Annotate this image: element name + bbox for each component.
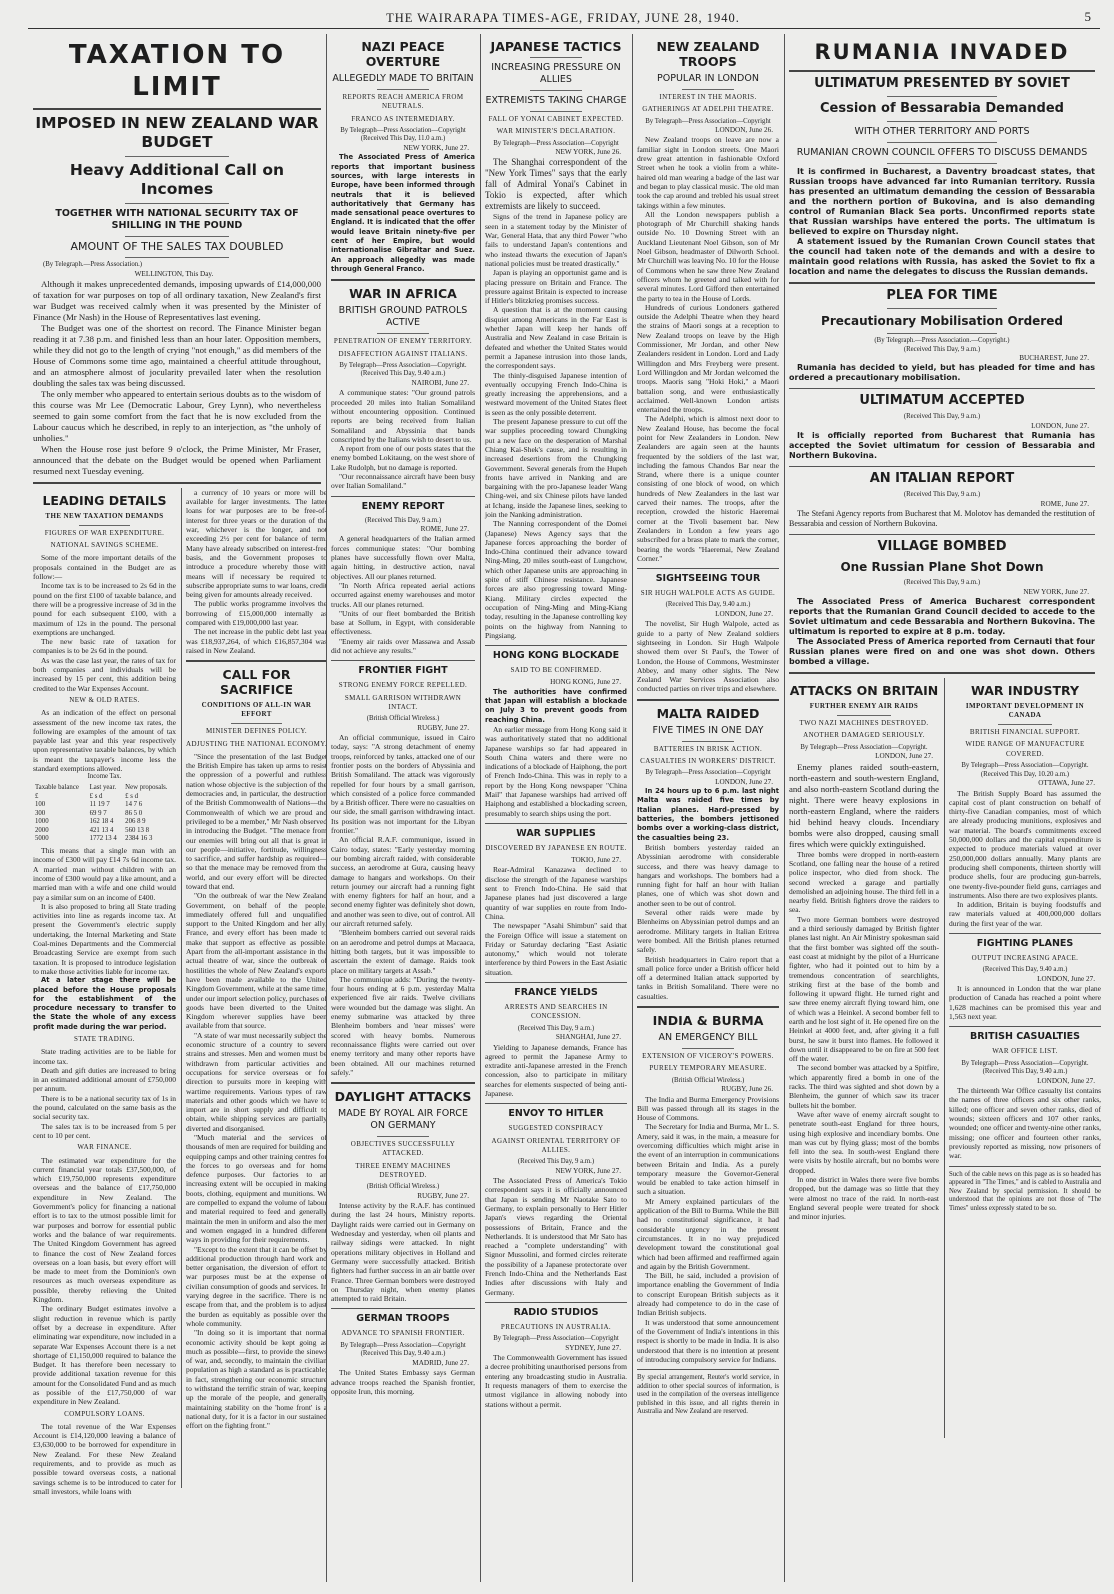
dateline-attacks: LONDON, June 27. <box>875 752 933 761</box>
credit-planes: (Received This Day, 9.40 a.m.) <box>982 966 1068 974</box>
paragraph: Japan is playing an opportunist game and is placing pressure on Britain and France. The pressure against Britain is expected to increase if Hitler's blitzkrieg promises success. <box>485 268 627 306</box>
dateline-france: SHANGHAI, June 27. <box>555 1033 621 1042</box>
paragraph: The Bill, he said, included a provision of importance enabling the Government of India to conscript European British subjects as it already had competence to do in the case of Indian British subjects. <box>637 1271 779 1318</box>
credit-attacks: By Telegraph—Press Association—Copyright. <box>800 743 928 751</box>
table-unit: £ s d <box>89 792 103 800</box>
headline-daylight: DAYLIGHT ATTACKS <box>334 1089 472 1105</box>
dateline-frontier: RUGBY, June 27. <box>417 723 469 732</box>
table-unit: £ <box>35 792 39 800</box>
headline-village: VILLAGE BOMBED <box>877 539 1007 555</box>
paragraph: Three bombs were dropped in north-eastern Scotland, one falling near the house of a retired police inspector, who died from shock. The second wrecked a garage and partially demolished an adjoining house. The third fell in a nearby field. British fighters drove the raiders to sea. <box>789 849 939 915</box>
sub-malta-1: BATTERIES IN BRISK ACTION. <box>653 744 763 753</box>
deck-leading: THE NEW TAXATION DEMANDS <box>45 511 164 520</box>
paragraph: In addition, Britain is buying foodstuffs and raw materials valued at 400,000,000 dollars during the first year of the war. <box>949 900 1101 928</box>
paragraph: Although it makes unprecedented demands, imposing upwards of £14,000,000 of taxation for war purposes on top of all ordinary taxation, New Zealand's first war Budget was received calmly when it was presented by the Minister of Finance (Mr Nash) in the House of Representatives last evening. <box>33 278 321 322</box>
paragraph: A report from one of our posts states that the enemy bombed Lokitaung, on the west shore of Lake Rudolph, but no damage is reported. <box>331 444 475 472</box>
headline-frontier: FRONTIER FIGHT <box>358 665 448 677</box>
table-cell: 421 13 4 <box>89 826 114 834</box>
table-cell: 86 5 0 <box>125 809 143 817</box>
headline-industry: WAR INDUSTRY <box>970 683 1080 699</box>
deck-japan-2: EXTREMISTS TAKING CHARGE <box>485 95 627 106</box>
paragraph: The Shanghai correspondent of the "New York Times" says that the early fall of Admiral Yonai's Cabinet in Tokio is expected, after which extremists are likely to succeed. <box>485 157 627 212</box>
paragraph: The new basic rate of taxation for companies is to be 2s 6d in the pound. <box>33 637 176 656</box>
paragraph: "On the outbreak of war the New Zealand Government, on behalf of the people, immediately offered full and unqualified support to the United Kingdom and her ally, France, and every effort has been made to make that support as effective as possible. Apart from the all-important assistance in the actual theatre of war, since the outbreak of hostilities the whole of New Zealand's exports have been made available to the United Kingdom Government, while at the same time, under our import selection policy, purchases of goods have been diverted to the United Kingdom wherever supplies have been available from that source. <box>186 891 327 1031</box>
credit-frontier: (British Official Wireless.) <box>366 715 440 723</box>
paragraph: The Commonwealth Government has issued a decree prohibiting unauthorised persons from entering any broadcasting studio in Australia. It requests managers of them to exercise the utmost vigilance in allowing nobody into stations without a permit. <box>485 1353 627 1409</box>
credit-france: (Received This Day, 9 a.m.) <box>517 1024 595 1032</box>
paragraph: "Enemy air raids over Massawa and Assab did not achieve any results." <box>331 636 475 656</box>
headline-africa: WAR IN AFRICA <box>349 286 457 302</box>
table-cell: 2384 16 3 <box>125 835 153 843</box>
column-3 <box>328 34 478 1582</box>
column-5 <box>634 34 782 1582</box>
credit-nazi: By Telegraph—Press Association—Copyright (Received This Day, 11.0 a.m.) <box>340 126 466 143</box>
dateline-envoy: NEW YORK, June 27. <box>555 1166 621 1175</box>
table-cell: 206 8 9 <box>125 818 146 826</box>
headline-attacks: ATTACKS ON BRITAIN <box>789 683 939 699</box>
paragraph: It is announced in London that the war plane production of Canada has reached a point where 1,628 machines can be promised this year and 1,563 next year. <box>949 984 1101 1022</box>
paragraph: The Associated Press of America reported from Cernauti that four Russian planes were fired on and one was shot down. Others bombed a village. <box>789 637 1095 667</box>
paragraph: A general headquarters of the Italian armed forces communique states: "Our bombing planes have successfully flown over Malta, again hitting, in destructive action, naval objectives. All our planes returned. <box>331 534 475 581</box>
table-cell: 1772 13 4 <box>89 835 117 843</box>
headline-taxation: TAXATION TO LIMIT <box>68 40 286 102</box>
paragraph: Mr Amery explained particulars of the application of the Bill to Burma. While the Bill had no constitutional significance, it had considerable urgency in the present circumstances. It in no way prejudiced development toward the constitutional goal which had been affirmed and reaffirmed again and again by the British Government. <box>637 1196 779 1271</box>
credit-plea: (By Telegraph.—Press Association.—Copyright.) <box>874 337 1010 344</box>
paragraph: The newspaper "Asahi Shimbun" said that the Foreign Office will issue a statement on Friday or Saturday declaring "East Asiatic autonomy," which would not tolerate interference by third Powers in the East Asiatic situation. <box>485 921 627 977</box>
paragraph: "In doing so it is important that normal economic activity should be kept going as much as possible—first, to provide the sinews of war, and, secondly, to maintain the civilian population as high a standard as is practicable; in fact, strengthening our economic structure to withstand the terrific strain of war, keeping up the morale of the people, and generally maintaining stability on the 'home front' is a national duty, for it is a factor in our sustained effort on the fighting front." <box>186 1328 327 1431</box>
credit-daylight: (British Official Wireless.) <box>366 1183 440 1191</box>
paragraph: British headquarters in Cairo report that a small police force under a British officer held off a determined Italian attack supported by tanks in British Somaliland. There were no casualties. <box>637 954 779 1001</box>
deck-sacrifice: CONDITIONS OF ALL-IN WAR EFFORT <box>201 701 312 719</box>
deck-envoy: SUGGESTED CONSPIRACY <box>508 1124 604 1133</box>
table-head: Taxable balance <box>35 783 79 791</box>
credit-envoy: (Received This Day, 9 a.m.) <box>517 1158 595 1166</box>
deck-taxation-3: TOGETHER WITH NATIONAL SECURITY TAX OF SHILLING IN THE POUND <box>55 208 299 231</box>
dateline-enemy: ROME, June 27. <box>420 525 469 534</box>
paragraph: a currency of 10 years or more will be available for larger investments. The latter loans for war purposes are to be free-of-interest for three years or the duration of the war, whichever is the longer, and not exceeding 2½ per cent for balance of term. Many have already subscribed on interest-free basis, and the Government proposes to introduce a procedure whereby those with means will if necessary be required to subscribe appropriate sums to war loans, credit being given for amounts already received. <box>186 487 328 600</box>
sub-industry-2: WIDE RANGE OF MANUFACTURE COVERED. <box>965 740 1085 758</box>
paragraph: The net increase in the public debt last year was £18,937,264, of which £16,857,304 was raised in New Zealand. <box>186 627 327 655</box>
deck-rumania-3: WITH OTHER TERRITORY AND PORTS <box>854 126 1030 137</box>
headline-italian: AN ITALIAN REPORT <box>869 471 1015 487</box>
paragraph: The public works programme involves the borrowing of £15,000,000 internally as compared with £19,000,000 last year. <box>186 599 327 628</box>
deck-german: ADVANCE TO SPANISH FRONTIER. <box>341 1329 465 1338</box>
table-unit: £ s d <box>125 792 139 800</box>
paragraph: The Budget was one of the shortest on record. The Finance Minister began reading it at 7.38 p.m. and finished less than an hour later. Opposition members, while they did not go to the length of crying "not enough," as did members of the House of Commons some time ago, maintained a cheerful attitude throughout, and an atmosphere almost of jocularity prevailed later when the resolution doubling the sales tax was being discussed. <box>33 322 321 388</box>
table-title: Income Tax. <box>87 773 122 781</box>
headline-india: INDIA & BURMA <box>652 1013 764 1029</box>
table-cell: 300 <box>35 809 46 817</box>
dateline-casualties: LONDON, June 27. <box>1037 1076 1095 1085</box>
headline-plea: PLEA FOR TIME <box>886 288 998 303</box>
table-cell: 162 18 4 <box>89 818 114 826</box>
sub-nz-1: INTEREST IN THE MAORIS. <box>659 93 757 101</box>
dateline-supplies: TOKIO, June 27. <box>571 856 621 865</box>
paragraph: An official communique, issued in Cairo today, says: "A strong detachment of enemy troops, reinforced by tanks, attacked one of our frontier posts on the borders of Abyssinia and British Somaliland. The attack was vigorously repelled for four hours by a small garrison, which consisted of a police force commanded by a British officer. There were no casualties on our side, the small garrison withdrawing intact. Its position was not important for the Libyan frontier." <box>331 733 475 836</box>
deck-rumania-2: Cession of Bessarabia Demanded <box>820 101 1064 116</box>
paragraph: The Secretary for India and Burma, Mr L. S. Amery, said it was, in the main, a measure for overcoming difficulties which might arise in the event of an interruption in communications between Britain and India. As a purely temporary measure the Governor-General would be enabled to take action himself in such a situation. <box>637 1122 779 1197</box>
table-cell: 1000 <box>35 818 49 826</box>
paragraph: The Nanning correspondent of the Domei (Japanese) News Agency says that the Japanese forces approaching the border of Indo-China continued their advance toward Ning-Ming, 20 miles south-east of Lungchow, which other Japanese units are approaching in spite of stiff Chinese resistance. Japanese forces are also progressing toward Ming-Kiang. Military circles expected the occupation of Ning-Ming and Ming-Kiang today, resulting in the Japanese controlling key points on the highway from Nanning to Pingsiang. <box>485 519 627 640</box>
headline-supplies: WAR SUPPLIES <box>516 827 596 839</box>
credit-village: (Received This Day, 9 a.m.) <box>903 579 981 587</box>
paragraph: Income tax is to be increased to 2s 6d in the pound on the first £100 of taxable balance, and there will be a progressive increase of 3d in the pound for each subsequent £100, with a maximum of 12s in the pound. The personal exemptions are unchanged. <box>33 581 176 637</box>
credit-malta: By Telegraph—Press Association—Copyright <box>645 769 771 777</box>
paragraph: At a later stage there will be placed before the House proposals for the establishment of the procedure necessary to transfer to the State the whole of any excess profit made during the war period. <box>33 976 176 1031</box>
headline-planes: FIGHTING PLANES <box>976 937 1074 949</box>
sub-malta-2: CASUALTIES IN WORKERS' DISTRICT. <box>640 757 776 765</box>
paragraph: The estimated war expenditure for the current financial year totals £37,500,000, of which £19,750,000 represents expenditure overseas and the balance of £17,750,000 expenditure in New Zealand. The Government's policy for financing a national effort is to tax to the utmost possible limit for war purposes and borrow for essential public works and the balance of war requirements. The United Kingdom Government has agreed to finance the cost of New Zealand forces overseas on a loan basis, but every effort will be made to meet from the Dominion's own resources as much overseas expenditure as possible, thereby relieving the United Kingdom. <box>33 1155 176 1305</box>
paragraph: Several other raids were made by Blenheims on Abyssinian petrol dumps and an aerodrome. Military targets in Italian Eritrea were bombed. All the British planes returned safely. <box>637 908 779 955</box>
table-row <box>33 810 176 819</box>
deck-africa: BRITISH GROUND PATROLS ACTIVE <box>338 305 468 329</box>
dateline-radio: SYDNEY, June 27. <box>565 1343 621 1352</box>
deck-rumania-1: ULTIMATUM PRESENTED BY SOVIET <box>814 76 1070 91</box>
deck-daylight: MADE BY ROYAL AIR FORCE ON GERMANY <box>338 1108 468 1132</box>
paragraph: When the House rose just before 9 o'clock, the Prime Minister, Mr Fraser, announced that the debate on the Budget would be opened when Parliament resumed next Tuesday evening. <box>33 443 321 476</box>
paragraph: This means that a single man with an income of £300 will pay £14 7s 6d income tax. A married man without children with an income of £300 would pay a like amount, and a married man with a wife and one child would pay a similar sum on an income of £400. <box>33 846 176 902</box>
paragraph: It is officially reported from Bucharest that Rumania has accepted the Soviet ultimatum for cession of Bessarabia and Northern Bukovina. <box>789 431 1095 461</box>
income-tax-table <box>33 784 176 844</box>
paragraph: As an indication of the effect on personal assessment of the new income tax rates, the following are examples of the amount of tax payable last year and this year respectively upon representative taxable balances, by which is meant the taxpayer's income less the standard exemptions allowed. <box>33 708 176 774</box>
paragraph: Some of the more important details of the proposals contained in the Budget are as follow:— <box>33 553 176 582</box>
deck-planes: OUTPUT INCREASING APACE. <box>971 953 1079 962</box>
masthead <box>30 4 1096 28</box>
sub-africa-2: DISAFFECTION AGAINST ITALIANS. <box>338 349 468 358</box>
rumania-block <box>786 34 1101 1582</box>
paragraph: Enemy planes raided south-eastern, north-eastern and south-western England, and also north-eastern Scotland during the night. There were heavy explosions in north-eastern England, where the raiders hid behind heavy clouds. Incendiary bombs were also dropped, causing small fires which were quickly extinguished. <box>789 761 939 849</box>
paragraph: An earlier message from Hong Kong said it was authoritatively stated that no additional Japanese warships so far had appeared in South China waters and there were no indications of a blockade of Haiphong, the port of French Indo-China. This was in reply to a report by the Hong Kong newspaper "China Mail" that Japanese warships had arrived off Haiphong and established a blockading screen, presumably to search ships using the port. <box>485 724 627 818</box>
deck-frontier: STRONG ENEMY FORCE REPELLED. <box>338 681 468 690</box>
sub-africa-1: PENETRATION OF ENEMY TERRITORY. <box>333 337 473 346</box>
paragraph: Two more German bombers were destroyed and a third seriously damaged by British fighter planes last night. An Air Ministry spokesman said that the first bomber was sighted off the south-east coast at midnight by the pilot of a Hurricane fighter, who had it pointed out to him by a tremendous concentration of searchlights, striking first at the base of the bomb and following it upward flight. He turned right and saw three enemy aircraft flying toward him, one of which was a Heinkel. A second bomber fell to earth and he lost sight of it. He opened fire on the Heinkel at 4000 feet, and, after giving it a full burst, he saw it burst into flames. He followed it down until it disappeared to be on fire at 500 feet off the water. <box>789 914 939 1064</box>
dateline-india: RUGBY, June 26. <box>721 1085 773 1094</box>
sub-leading-4: STATE TRADING. <box>74 1035 135 1043</box>
dateline-nazi: NEW YORK, June 27. <box>403 144 469 153</box>
credit-radio: By Telegraph—Press Association—Copyright <box>493 1335 619 1343</box>
paragraph: Intense activity by the R.A.F. has continued during the last 24 hours, Ministry reports. Daylight raids were carried out in Germany on Wednesday and yesterday, when oil plants and railway sidings were attacked. In night operations military objectives in Holland and Germany were successfully attacked. British fighters had further success in an air battle over France. Three German bombers were destroyed on Thursday night, when enemy planes attempted to raid Britain. <box>331 1201 475 1304</box>
headline-nazi: NAZI PEACE OVERTURE <box>361 39 445 69</box>
paragraph: Hundreds of curious Londoners gathered outside the Adelphi Theatre when they heard the strains of Maori songs at a reception to New Zealand troops on leave by the High Commissioner, Mr Jordan, and other New Zealanders resident in London. Lord and Lady Willingdon and Mrs Freyberg were present. Lord Willingdon and Mr Jordan welcomed the troops. Maoris sang "Hoki Hoki," a Maori battalion song, and were enthusiastically acclaimed. Well-known London artists entertained the troops. <box>637 302 779 415</box>
headline-nz-troops: NEW ZEALAND TROOPS <box>656 39 760 69</box>
headline-german: GERMAN TROOPS <box>356 1313 450 1325</box>
deck-japan: INCREASING PRESSURE ON ALLIES <box>491 62 621 85</box>
sub-nazi-1: REPORTS REACH AMERICA FROM NEUTRALS. <box>342 93 464 111</box>
paragraph: "Our reconnaissance aircraft have been busy over Italian Somaliland." <box>331 471 475 491</box>
table-cell: 11 19 7 <box>89 801 110 809</box>
paragraph: In 24 hours up to 6 p.m. last night Malta was raided five times by Italian planes. Hard-pressed by batteries, the bombers jettisoned bombs over a working-class district, the casualties being 23. <box>637 787 779 842</box>
credit-industry: By Telegraph—Press Association—Copyright. (Received This Day, 10.20 a.m.) <box>961 762 1089 778</box>
paragraph: The United States Embassy says German advance troops reached the Spanish frontier, opposite Irun, this morning. <box>331 1368 475 1396</box>
credit-accepted: (Received This Day, 9 a.m.) <box>903 413 981 421</box>
sub-leading-5: WAR FINANCE. <box>77 1143 132 1152</box>
paragraph: It was understood that some announcement of the Government of India's intentions in this respect is shortly to be made in India. It is also understood that there is no intention at present of introducing compulsory service for Indians. <box>637 1317 779 1364</box>
war-industry <box>947 678 1101 1438</box>
headline-accepted: ULTIMATUM ACCEPTED <box>859 393 1025 409</box>
paragraph: New Zealand troops on leave are now a familiar sight in London streets. One Maori drew great attention in fashionable Oxford Street when he took a violin from a white-haired old man wearing a badge of the last war and began to play classical music. The old man took the cap around and trebled his usual street takings within a few minutes. <box>637 135 779 210</box>
paragraph: "Blenheim bombers carried out several raids on an aerodrome and petrol dumps at Macaaca, hitting both targets, but it was impossible to ascertain the extent of damage. Raids took place on military targets at Assab." <box>331 928 475 975</box>
paragraph: Wave after wave of enemy aircraft sought to penetrate south-east England for three hours, using high explosive and incendiary bombs. One man was cut by flying glass; most of the bombs fell into the sea. In south-west England there were visits by hostile aircraft, but no bombs were dropped. <box>789 1109 939 1175</box>
deck-plea: Precautionary Mobilisation Ordered <box>821 314 1063 328</box>
dateline-industry: OTTAWA, June 27. <box>1038 779 1095 788</box>
paragraph: "In North Africa repeated aerial actions occurred against enemy warehouses and motor trucks. All our planes returned. <box>331 580 475 609</box>
column-4 <box>482 34 630 1582</box>
taxation-body <box>33 279 321 477</box>
paragraph: The only member who appeared to entertain serious doubts as to the wisdom of this course was Mr Lee (Democratic Labour, Grey Lynn), who nevertheless seemed to gain some comfort from the fact that he is now excluded from the Labour caucus which he described, in reply to an interjection, as "the unholy of unholies." <box>33 388 321 443</box>
table-row <box>33 801 176 810</box>
paragraph: "Much material and the services of thousands of men are required for building and equipping camps and other training centres for the forces to go overseas and for home defence purposes. Our factories to an increasing extent will be occupied in making boots, clothing, equipment and munitions. We are compelled to expand the volume of labour and material required to feed and generally maintain the men in uniform and also the men and women engaged in a hundred different ways in providing for their requirements. <box>186 1133 328 1245</box>
paragraph: Yielding to Japanese demands, France has agreed to permit the Japanese Army to extradite anti-Japanese arrested in the French concession, also to participate in military searches for elements suspected of being anti-Japanese. <box>485 1042 627 1099</box>
paragraph: The India and Burma Emergency Provisions Bill was passed through all its stages in the House of Commons. <box>637 1094 779 1123</box>
budget-continued <box>184 488 327 1488</box>
paragraph: The ordinary Budget estimates involve a slight reduction in revenue which is partly offset by a decrease in expenditure. After eliminating war expenditure, now included in a separate War Expenses Account there is a net shortage of £1,150,000 required to balance the Budget. It has therefore been necessary to provide additional taxation revenue for this amount for the Consolidated Fund and as much as possible of the £17,750,000 of war expenditure in New Zealand. <box>33 1304 176 1407</box>
dateline-japan: NEW YORK, June 26. <box>555 148 621 157</box>
paragraph: In one district in Wales there were five bombs dropped, but the damage was so little that they were almost no trace of the raid. In north-east England several people were treated for shock and minor injuries. <box>789 1175 939 1222</box>
credit-taxation: (By Telegraph.—Press Association.) <box>43 261 143 268</box>
headline-radio: RADIO STUDIOS <box>513 1306 599 1318</box>
deck-tour: SIR HUGH WALPOLE ACTS AS GUIDE. <box>640 589 776 598</box>
paragraph: Signs of the trend in Japanese policy are seen in a statement today by the Minister of War, General Hata, that any third Power "who fails to understand Japan's contentions and who instead thwarts the execution of Japan's national policies must be treated drastically." <box>485 212 627 268</box>
sub-sacrifice-2: ADJUSTING THE NATIONAL ECONOMY. <box>186 739 327 748</box>
dateline-taxation: WELLINGTON, This Day. <box>134 269 214 278</box>
deck-taxation-4: AMOUNT OF THE SALES TAX DOUBLED <box>70 240 284 253</box>
credit-tour: (Received This Day, 9.40 a.m.) <box>665 601 751 609</box>
dateline-planes: LONDON, June 27. <box>1037 974 1095 983</box>
paragraph: The communique adds: "During the twenty-four hours ending at 6 p.m. yesterday Malta experienced five air raids. Twelve civilians were wounded but the damage was slight. An enemy submarine was attacked by three Blenheim bombers and 'near misses' were scored with heavy bombs. Numerous reconnaissance flights were carried out over enemy territory and many other reports have been obtained. All our machines returned safely." <box>331 974 475 1077</box>
headline-malta: MALTA RAIDED <box>656 705 760 721</box>
headline-envoy: ENVOY TO HITLER <box>508 1108 604 1120</box>
credit-german: By Telegraph—Press Association—Copyright (Received This Day, 9.40 a.m.) <box>340 1341 466 1358</box>
paragraph: The Associated Press of America Bucharest correspondent reports that the Rumanian Grand Council decided to accede to the Soviet ultimatum and cede Bessarabia and Northern Bukovina. The ultimatum is reported to expire at 8 p.m. today. <box>789 597 1095 637</box>
table-cell: 5000 <box>35 835 49 843</box>
sub-leading-6: COMPULSORY LOANS. <box>64 1409 145 1418</box>
paragraph: The Associated Press of America's Tokio correspondent says it is officially announced that Japan is sending Mr Naotake Sato to Germany, to explain personally to Herr Hitler Japan's views regarding the Oriental possessions of Britain, France and the Netherlands. It is understood that Mr Sato has reached a "complete understanding" with Signor Mussolini, and formed circles reiterate the possibility of a Japanese protectorate over French Indo-China and the Netherlands East Indies after discussions with Italy and Germany. <box>485 1176 627 1297</box>
deck-rumania-4: RUMANIAN CROWN COUNCIL OFFERS TO DISCUSS DEMANDS <box>796 147 1088 158</box>
leading-details <box>33 488 179 1496</box>
deck-nazi: ALLEGEDLY MADE TO BRITAIN <box>332 73 474 84</box>
deck-supplies: DISCOVERED BY JAPANESE EN ROUTE. <box>485 843 627 852</box>
paragraph: The Adelphi, which is almost next door to New Zealand House, has become the focal point for New Zealanders in London. New Zealanders are again seen at the haunts frequented by the soldiers of the last war, including the famous Chandos Bar near the Strand, where there is a unique counter consisting of one block of wood, on which hundreds of New Zealanders in the last war carved their names. The troops, after the reception, crowded the historic Haeremai corner at the Tivoli basement bar. New Zealanders in London a few years ago subscribed for a brass plate to mark the corner, bearing the words "Haeremai, New Zealand Corner." <box>637 414 779 563</box>
sub-daylight-2: THREE ENEMY MACHINES DESTROYED. <box>355 1161 451 1179</box>
deck-taxation-1: IMPOSED IN NEW ZEALAND WAR BUDGET <box>35 114 319 151</box>
sub-daylight-1: OBJECTIVES SUCCESSFULLY ATTACKED. <box>350 1140 456 1158</box>
attacks-on-britain <box>789 678 942 1438</box>
sub-frontier-1: SMALL GARRISON WITHDRAWN INTACT. <box>344 693 462 711</box>
paragraph: Rumania has decided to yield, but has pleaded for time and has ordered a precautionary mobilisation. <box>789 363 1095 383</box>
table-cell: 14 7 6 <box>125 801 143 809</box>
paragraph: The sales tax is to be increased from 5 per cent to 10 per cent. <box>33 1121 176 1140</box>
table-row <box>33 835 176 844</box>
paragraph: An official R.A.F. communique, issued in Cairo today, states: "Early yesterday morning our bombing aircraft raided, with considerable success, an aerodrome at Gura, causing heavy damage to hangars and workshops. On their return journey our aircraft had a running fight with enemy fighters for half an hour, and a second enemy fighter was definitely shot down, and another was seen to dive, out of control. All our aircraft returned safely. <box>331 835 475 929</box>
sub-nz-2: GATHERINGS AT ADELPHI THEATRE. <box>642 105 774 114</box>
deck-taxation-2: Heavy Additional Call on Incomes <box>69 161 285 198</box>
sub-envoy-1: AGAINST ORIENTAL TERRITORY OF ALLIES. <box>491 1136 621 1154</box>
paragraph: All the London newspapers publish a photograph of Mr Churchill shaking hands outside No. 10 Downing Street with an Auckland Lieutenant Noel Gibson, son of Mr Noel Gibson, headmaster of Dilworth School. Mr Churchill was leaving No. 10 for the House of Commons when he saw three New Zealand officers whom he greeted and talked with for several minutes. Lord Gifford then entertained the party to tea in the House of Lords. <box>637 209 779 303</box>
credit-casualties: By Telegraph—Press Association—Copyright. (Received This Day, 9.40 a.m.) <box>961 1059 1089 1076</box>
paragraph: A communique states: "Our ground patrols proceeded 20 miles into Italian Somaliland without encountering opposition. Continued reports are being received from Italian Somaliland and Abyssinia that bands conscripted by the Italians wish to desert to us. <box>331 388 475 444</box>
credit-africa: By Telegraph—Press Association—Copyright. (Received This Day, 9.40 a.m.) <box>339 361 467 378</box>
table-head: Last year. <box>89 783 117 791</box>
paragraph: "Since the presentation of the last Budget the British Empire has taken up arms to resist the oppression of a powerful and ruthless nation whose objective is the subjection of the democracies and, in particular, the destruction of the British Commonwealth of Nations—the Commonwealth of which we are proud and privileged to be a member," Mr Nash observed in introducing the Budget. "The menace from our enemies will bring out all that is great in our people—initiative, fortitude, willingness to sacrifice, and suffer hardship as required—so that the menace may be removed from the world, and our every effort will be directed toward that end. <box>186 751 327 891</box>
paragraph: A question that is at the moment causing disquiet among Americans in the Far East is whether Japan will keep her hands off Australia and New Zealand in case Britain is defeated and whether the United States would permit a Japanese intrusion into those lands, the correspondent says. <box>485 305 627 371</box>
paragraph: "Units of our fleet bombarded the British base at Sollum, in Egypt, with considerable effectiveness. <box>331 608 475 637</box>
paragraph: The total revenue of the War Expenses Account is £14,120,000 leaving a balance of £3,630,000 to be borrowed for expenditure in New Zealand. For these New Zealand requirements, and to provide as much as possible toward overseas costs, a national savings scheme is to be introduced to cater for small investors, while loans with <box>33 1421 176 1496</box>
deck-village: One Russian Plane Shot Down <box>840 560 1044 575</box>
sub-japan-2: WAR MINISTER'S DECLARATION. <box>496 127 616 136</box>
paragraph: The thinly-disguised Japanese intention of eventually occupying French Indo-China is greatly increasing the apprehensions, and a westward movement of the United States fleet is seen as the only possible deterrent. <box>485 370 627 417</box>
masthead-rule <box>28 28 1100 29</box>
dateline-italian: ROME, June 27. <box>1040 499 1089 508</box>
paragraph: The Associated Press of America reports that important business sources, with large interests in Europe, have been informed through neutrals that it is believed authoritatively that Germany has made sensational peace overtures to England. It is indicated that the offer would leave Britain ninety-five per cent of her Empire, but would internationalise Gibraltar and Suez. An approach allegedly was made through General Franco. <box>331 153 475 273</box>
sub-sacrifice-1: MINISTER DEFINES POLICY. <box>205 727 308 736</box>
dateline-tour: LONDON, June 27. <box>715 610 773 619</box>
sub-japan-1: FALL OF YONAI CABINET EXPECTED. <box>488 115 624 123</box>
table-cell: 2000 <box>35 826 49 834</box>
paragraph: British bombers yesterday raided an Abyssinian aerodrome with considerable success, and there was heavy damage to hangars and workshops. The bombers had a running fight for half an hour with Italian planes, one of which was shot down and another seen to be out of control. <box>637 842 779 908</box>
dateline-accepted: LONDON, June 27. <box>1031 422 1089 431</box>
table-cell: 100 <box>35 801 46 809</box>
table-row <box>33 827 176 836</box>
deck-industry: IMPORTANT DEVELOPMENT IN CANADA <box>965 702 1085 720</box>
sub-leading-1: FIGURES OF WAR EXPENDITURE. <box>44 528 165 537</box>
deck-radio: PRECAUTIONS IN AUSTRALIA. <box>500 1322 612 1331</box>
paragraph: State trading activities are to be liable for income tax. <box>33 1047 176 1066</box>
table-head: New proposals. <box>125 783 168 791</box>
headline-casualties: BRITISH CASUALTIES <box>970 1031 1080 1043</box>
paragraph: The Stefani Agency reports from Bucharest that M. Molotov has demanded the restitution of Bessarabia and cession of Northern Bukovina. <box>789 509 1095 529</box>
dateline-africa: NAIROBI, June 27. <box>411 379 469 388</box>
headline-hongkong: HONG KONG BLOCKADE <box>492 650 620 662</box>
dateline-german: MADRID, June 27. <box>412 1358 469 1367</box>
deck-malta: FIVE TIMES IN ONE DAY <box>652 724 764 736</box>
deck-nz-troops: POPULAR IN LONDON <box>657 73 759 84</box>
page-number: 5 <box>1084 9 1092 24</box>
deck-france: ARRESTS AND SEARCHES IN CONCESSION. <box>504 1003 608 1021</box>
sub-nazi-2: FRANCO AS INTERMEDIARY. <box>351 114 455 123</box>
table-cell: 560 13 8 <box>125 826 149 834</box>
taxation-block <box>30 34 328 1582</box>
deck-india: AN EMERGENCY BILL <box>658 1032 758 1044</box>
credit-india: (British Official Wireless.) <box>671 1076 745 1084</box>
paragraph: It is confirmed in Bucharest, a Daventry broadcast states, that Russian troops have advanced far into Rumanian territory. Russia has presented an ultimatum demanding the cession of Bessarabia and the northern portion of Bukovina, and is also demanding control of Rumanian Black Sea ports. Unconfirmed reports state that Russian warships have entered the ports. The ultimatum is believed to expire on Thursday night. <box>789 167 1095 236</box>
paragraph: "A state of war must necessarily subject the economic structure of a country to severe strains and stresses. Men and women must be withdrawn from particular activities and occupations for service overseas or for direction to pursuits more in keeping with wartime requirements. Various types of raw materials and other goods which we have to import are in short supply and difficult to obtain, while shipping services are partially diverted and disorganised. <box>186 1030 327 1133</box>
dateline-daylight: RUGBY, June 27. <box>417 1191 469 1200</box>
deck-hongkong: SAID TO BE CONFIRMED. <box>510 666 602 675</box>
reuter-notice: By special arrangement, Reuter's world service, in addition to other special sources of information, is used in the compilation of the overseas intelligence published in this issue, and all rights therein in Australia and New Zealand are reserved. <box>637 1374 779 1416</box>
sub-leading-2: NATIONAL SAVINGS SCHEME. <box>50 541 159 550</box>
paragraph: Rear-Admiral Kanazawa declined to disclose the strength of the Japanese warships sent to French Indo-China. He said that Japanese planes had just discovered a large quantity of war supplies en route from Indo-China. <box>485 865 627 921</box>
deck-casualties: WAR OFFICE LIST. <box>992 1047 1058 1056</box>
paragraph: There is to be a national security tax of 1s in the pound, calculated on the same basis as the social security tax. <box>33 1093 176 1122</box>
paragraph: "Except to the extent that it can be offset by additional production through hard work and better organisation, the diversion of effort to war purposes must be at the expense of civilian consumption of goods and services. In varying degree in the sacrifice. There is no escape from that, and the problem is to adjust the burden as equitably as possible over the whole community. <box>186 1244 327 1328</box>
dateline-hongkong: HONG KONG, June 27. <box>550 678 621 687</box>
headline-france: FRANCE YIELDS <box>514 987 598 999</box>
sub-india-2: PURELY TEMPORARY MEASURE. <box>649 1064 767 1073</box>
credit-japan: By Telegraph—Press Association—Copyright <box>493 139 619 147</box>
received-plea: (Received This Day, 9 a.m.) <box>903 345 981 353</box>
paragraph: The authorities have confirmed that Japan will establish a blockade on July 3 to prevent goods from reaching China. <box>485 687 627 724</box>
table-row <box>33 818 176 827</box>
masthead-title: THE WAIRARAPA TIMES-AGE, FRIDAY, JUNE 28, 1940. <box>386 11 740 25</box>
paragraph: The present Japanese pressure to cut off the war supplies proceeding toward Chungking put a new face on the desperation of Marshal Chiang Kai-Shek's cause, and is resulting in increased desertions from the Chungking Government. Several generals from the Hupeh fronts have arrived in Nanking and are bargaining with the pro-Japanese leader Wang Ching-wei, and six Chinese pilots have landed at Ichang, inside the Japanese lines, seeking to join the Nanking administration. <box>485 417 627 519</box>
headline-leading: LEADING DETAILS <box>42 492 167 508</box>
sub-attacks-2: ANOTHER DAMAGED SERIOUSLY. <box>803 731 925 740</box>
headline-japan: JAPANESE TACTICS <box>490 39 622 54</box>
paragraph: The British Supply Board has assumed the capital cost of plant construction on behalf of thirty-five Canadian companies, most of which are already producing munitions, explosives and war material. The board's commitments exceed 50,000,000 dollars and the capital expenditure is expected to produce materials valued at over 250,000,000 dollars annually. Many plants are producing shell components, thirteen shortly will produce shells, four are producing gun-barrels, one twenty-five-pounder field guns, carriages and instruments. Also there are two explosives plants. <box>949 788 1101 900</box>
times-notice: Such of the cable news on this page as is so headed has appeared in "The Times," and is cabled to Australia and New Zealand by special permission. It should be understood that the opinions are not those of "The Times" unless expressly stated to be so. <box>949 1170 1101 1212</box>
credit-enemy: (Received This Day, 9 a.m.) <box>364 516 442 524</box>
dateline-village: NEW YORK, June 27. <box>1023 587 1089 596</box>
deck-attacks: FURTHER ENEMY AIR RAIDS <box>809 702 919 711</box>
table-cell: 69 9 7 <box>89 809 107 817</box>
paragraph: Death and gift duties are increased to bring in an estimated additional amount of £750,000 per annum. <box>33 1065 176 1094</box>
paragraph: The second bomber was attacked by a Spitfire, which apparently fired a bomb in one of the racks. The third was sighted and shot down by a Blenheim, the gunner of which saw its tracer bullets hit the bomber. <box>789 1063 939 1110</box>
dateline-malta: LONDON, June 27. <box>715 777 773 786</box>
paragraph: The thirteenth War Office casualty list contains the names of three officers and six other ranks, killed; one officer and seven other ranks, died of wounds; sixteen officers and 107 other ranks, wounded; one officer and twenty-nine other ranks, missing; one officer and fourteen other ranks, previously reported as missing, now prisoners of war. <box>949 1086 1101 1161</box>
headline-rumania: RUMANIA INVADED <box>814 40 1070 64</box>
headline-tour: SIGHTSEEING TOUR <box>655 573 761 585</box>
dateline-nz: LONDON, June 26. <box>715 126 773 135</box>
sub-india-1: EXTENSION OF VICEROY'S POWERS. <box>642 1052 774 1061</box>
sub-attacks-1: TWO NAZI MACHINES DESTROYED. <box>799 719 929 728</box>
headline-enemy: ENEMY REPORT <box>361 500 445 512</box>
sub-leading-3: NEW & OLD RATES. <box>69 695 140 704</box>
dateline-plea: BUCHAREST, June 27. <box>1019 354 1089 363</box>
credit-nz: By Telegraph—Press Association—Copyright <box>645 117 771 125</box>
paragraph: It is also proposed to bring all State trading activities into line as regards income tax. At present the Government's electric supply undertaking, the Internal Marketing and State Coal-mines Departments and the Commercial Broadcasting Service are exempt from such taxation. It is proposed to introduce legislation to make those activities liable for income tax. <box>33 901 176 976</box>
sub-industry-1: BRITISH FINANCIAL SUPPORT. <box>969 728 1081 737</box>
paragraph: The novelist, Sir Hugh Walpole, acted as guide to a party of New Zealand soldiers sightseeing in London. Sir Hugh Walpole showed them over St Paul's, the Tower of London, the House of Commons, Westminster Abbey, and many other sights. The New Zealand War Services Association also conducted parties on river trips and elsewhere. <box>637 619 779 694</box>
headline-sacrifice: CALL FOR SACRIFICE <box>219 667 294 698</box>
credit-italian: (Received This Day, 9 a.m.) <box>903 491 981 499</box>
paragraph: As was the case last year, the rates of tax for both companies and individuals will be increased by 15 per cent, this addition being credited to the War Expenses Account. <box>33 655 176 693</box>
paragraph: A statement issued by the Rumanian Crown Council states that the council had taken note of the demands and with a desire to maintain good relations with Russia, has asked the Soviet to fix a location and name the delegates to discuss the Russian demands. <box>789 237 1095 276</box>
